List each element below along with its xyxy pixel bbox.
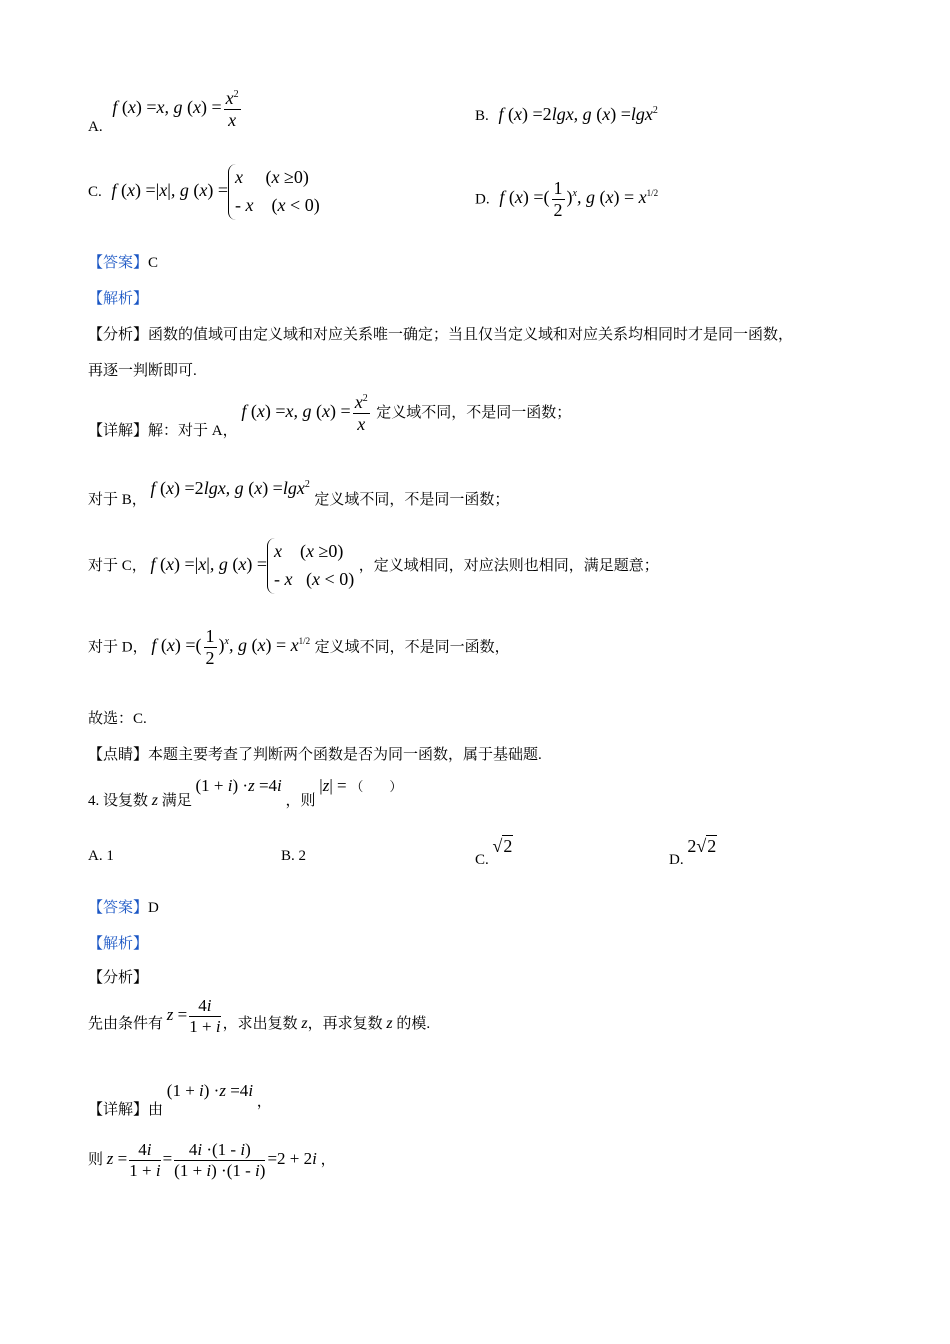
q4-fenxi-formula: z = $\frac{4i}{1 + i}$ xyxy=(166,996,221,1036)
q4-condition-formula: (1 + i) ·z =4i xyxy=(195,776,282,795)
option-a-label: A. xyxy=(88,119,103,136)
q3-detail-d xyxy=(88,626,510,668)
option-b-formula: f (x) =2lgx, g (x) =lgx$^2$ xyxy=(498,104,658,124)
q4-option-c-sqrt: √2 xyxy=(492,836,513,856)
q4-option-d-sqrt: 2√2 xyxy=(687,836,717,856)
fenxi-tag: 【分析】 xyxy=(88,327,149,343)
q4-detail-by xyxy=(88,1080,272,1118)
q4-option-d xyxy=(669,836,717,868)
q4-option-d-label: D. xyxy=(669,852,684,868)
option-c xyxy=(88,164,320,220)
q4-detail-formula: z = $\frac{4i}{1 + i}$ = $\frac{4i \cdot(1 - i)}{(1 + i) \cdot(1 - i)}$ =2 + 2i xyxy=(106,1140,317,1180)
q4-fenxi-prefix: 先由条件有 xyxy=(88,1015,164,1032)
q3-fenxi-line1 xyxy=(88,323,793,344)
q4-answer-line xyxy=(88,896,159,917)
option-d-formula: f (x) =( $\frac{1}{2}$ )$^x$, g $(x) = x^{1/2}$ xyxy=(499,178,659,220)
q4-detail-end: ， xyxy=(320,1151,336,1168)
q4-fenxi-z1: z xyxy=(301,1014,308,1032)
q4-answer-tag: 【答案】 xyxy=(88,900,149,916)
q3-detail-b xyxy=(88,478,510,508)
detail-c-suffix: ，定义域相同，对应法则也相同，满足题意； xyxy=(358,558,659,575)
detail-d-suffix: 定义域不同，不是同一函数， xyxy=(314,639,510,656)
q4-answer-value: D xyxy=(148,900,159,916)
q4-stem-prefix: 4. 设复数 xyxy=(88,793,149,809)
detail-a-formula: f (x) =x, g (x) = $\frac{x^2}{x}$ xyxy=(241,392,368,434)
q4-detail-tag: 【详解】 xyxy=(88,1102,149,1118)
jiexi-tag: 【解析】 xyxy=(88,291,149,307)
q4-option-c-label: C. xyxy=(475,852,489,868)
option-c-label: C. xyxy=(88,184,102,201)
q4-stem-then: ，则 xyxy=(285,793,316,809)
option-c-formula: f (x) =|x|, g (x) = x (x ≥0) - x (x < 0) xyxy=(112,180,320,200)
q3-fenxi-line2: 再逐一判断即可. xyxy=(88,363,197,379)
q4-detail-then-text: 则 xyxy=(88,1151,104,1168)
q4-stem-paren: （ ） xyxy=(350,779,403,794)
q4-fenxi-z2: z xyxy=(386,1014,393,1032)
option-d xyxy=(475,178,658,220)
dianjing-tag: 【点睛】 xyxy=(88,747,149,763)
q4-modulus-z: |z| = xyxy=(319,776,347,795)
q4-fenxi-mid: ，求出复数 xyxy=(222,1015,298,1032)
detail-b-suffix: 定义域不同，不是同一函数； xyxy=(314,492,510,508)
q4-variable-z: z xyxy=(151,792,158,809)
q4-fenxi-mid2: ，再求复数 xyxy=(307,1015,383,1032)
option-a xyxy=(88,88,243,136)
q4-stem xyxy=(88,775,403,809)
answer-value: C xyxy=(148,255,159,271)
fenxi-text-1: 函数的值域可由定义域和对应关系唯一确定；当且仅当定义域和对应关系均相同时才是同一函数， xyxy=(148,327,794,343)
q4-option-b: B. 2 xyxy=(281,848,307,864)
q4-fenxi-suffix: 的模. xyxy=(396,1015,431,1032)
detail-c-prefix: 对于 C， xyxy=(88,558,147,575)
q4-detail-then xyxy=(88,1140,336,1180)
q4-detail-condition: (1 + i) ·z =4i xyxy=(166,1081,254,1100)
q3-detail-c xyxy=(88,538,659,594)
q4-detail-comma: ， xyxy=(256,1094,272,1110)
q4-fenxi-tag: 【分析】 xyxy=(88,970,149,986)
detail-tag: 【详解】 xyxy=(88,423,149,440)
q4-detail-by-text: 由 xyxy=(148,1102,164,1118)
detail-b-formula: f (x) =2lgx, g (x) =lgx$^2$ xyxy=(150,478,310,498)
option-a-formula: f (x) =x, g (x) = $\frac{x^2}{x}$ xyxy=(112,88,239,130)
option-b-label: B. xyxy=(475,108,489,124)
answer-tag: 【答案】 xyxy=(88,255,149,271)
detail-d-formula: f (x) =( $\frac{1}{2}$ )$^x$, g $(x) = x^{1/2}$ xyxy=(151,626,311,668)
dianjing-text: 本题主要考查了判断两个函数是否为同一函数，属于基础题. xyxy=(148,747,542,763)
detail-a-suffix: 定义域不同，不是同一函数； xyxy=(376,405,572,422)
option-d-label: D. xyxy=(475,191,490,208)
q4-option-a: A. 1 xyxy=(88,848,114,864)
option-b xyxy=(475,104,658,125)
detail-d-prefix: 对于 D， xyxy=(88,639,148,656)
q4-option-c xyxy=(475,836,513,868)
detail-a-prefix: 解：对于 A， xyxy=(148,423,238,440)
q4-jiexi-tag: 【解析】 xyxy=(88,936,149,952)
q3-choose: 故选：C. xyxy=(88,711,147,727)
q3-detail-a xyxy=(88,392,572,440)
q4-fenxi-line xyxy=(88,996,430,1036)
detail-c-formula: f (x) =|x|, g (x) = x (x ≥0) - x (x < 0) xyxy=(151,554,359,574)
q4-stem-mid: 满足 xyxy=(161,793,192,809)
q3-dianjing xyxy=(88,743,542,764)
detail-b-prefix: 对于 B， xyxy=(88,492,147,508)
q3-answer-line xyxy=(88,251,158,272)
